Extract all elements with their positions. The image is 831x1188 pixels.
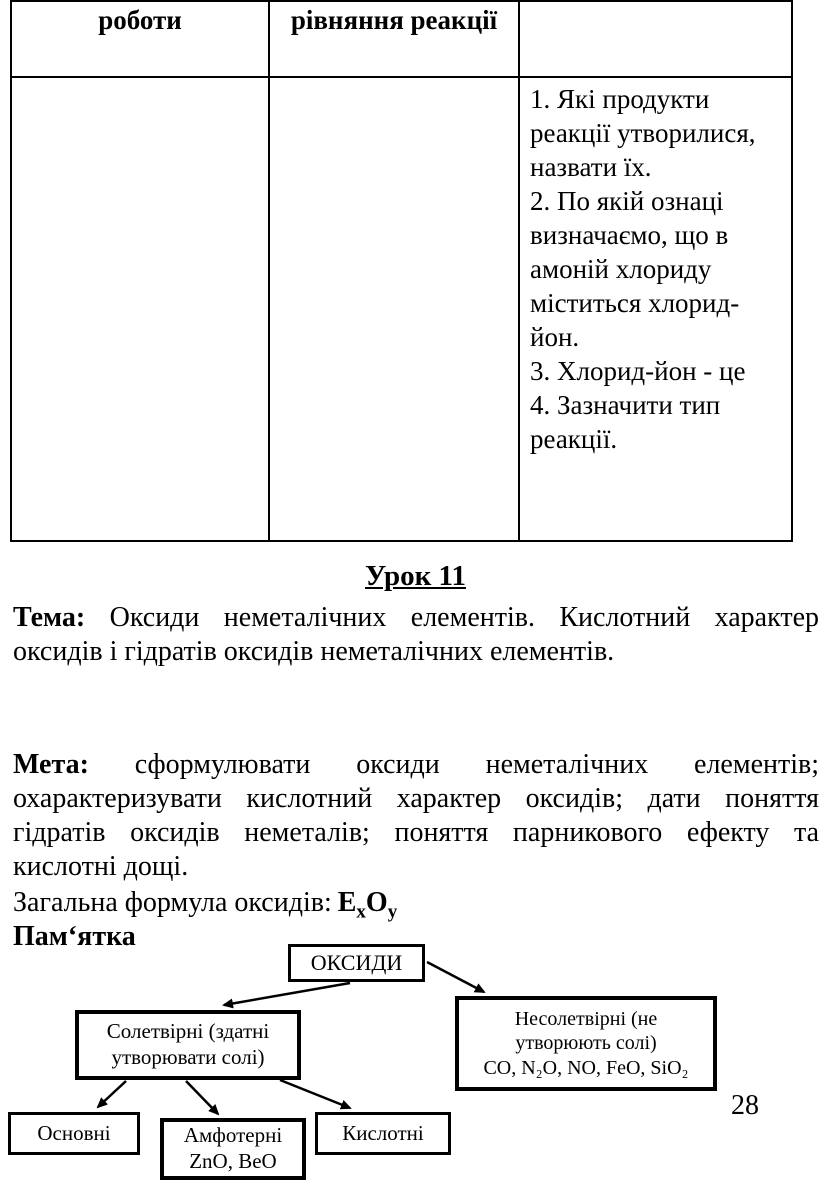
arrow-salt-to-acidic bbox=[280, 1080, 350, 1108]
memo-label: Пам‘ятка bbox=[13, 921, 136, 952]
table-header-row bbox=[11, 1, 792, 77]
diagram-box-salt-forming: Солетвірні (здатні утворювати солі) bbox=[75, 1010, 301, 1080]
lesson-title bbox=[0, 560, 831, 593]
table-header-work: роботи bbox=[11, 1, 269, 77]
meta-text: сформулювати оксиди неметалічних елементів; охарактеризувати кислотний характер оксидів; дати поняття гідратів оксидів неметалів; поняття парникового ефекту та кислотні дощі. bbox=[13, 749, 819, 882]
worksheet-table bbox=[10, 0, 793, 542]
table-body-row bbox=[11, 77, 792, 541]
tema-paragraph bbox=[13, 601, 819, 669]
arrow-oxides-to-salt bbox=[224, 983, 350, 1005]
diagram-box-non-salt-forming: Несолетвірні (не утворюють солі) CO, N₂O, NO, FeO, SiO₂ bbox=[455, 996, 717, 1091]
diagram-box-basic: Основні bbox=[8, 1112, 140, 1155]
diagram-box-amphoteric: Амфотерні ZnO, BeO bbox=[160, 1118, 306, 1180]
tema-label: Тема: bbox=[13, 602, 86, 633]
table-cell-questions: 1. Які продукти реакції утворилися, назвати їх. 2. По якій ознаці визначаємо, що в амоній хлориду міститься хлорид-йон. 3. Хлорид-йон - це 4. Зазначити тип реакції. bbox=[519, 77, 792, 541]
formula-subscript-x: x bbox=[356, 901, 366, 923]
formula-element: E bbox=[337, 887, 357, 918]
tema-text: Оксиди неметалічних елементів. Кислотний характер оксидів і гідратів оксидів неметалічних елементів. bbox=[13, 602, 820, 667]
lesson-title-text: Урок 11 bbox=[365, 560, 466, 592]
table-header-equation: рівняння реакції bbox=[269, 1, 519, 77]
page-number: 28 bbox=[731, 1090, 759, 1121]
arrow-salt-to-basic bbox=[98, 1081, 126, 1107]
diagram-box-oxides: ОКСИДИ bbox=[288, 944, 425, 982]
meta-paragraph bbox=[13, 748, 819, 884]
oxide-general-formula bbox=[337, 887, 398, 923]
formula-oxygen: O bbox=[365, 887, 388, 918]
arrow-oxides-to-nonsalt bbox=[427, 962, 484, 992]
diagram-box-acidic: Кислотні bbox=[315, 1112, 451, 1155]
table-cell-work-empty bbox=[11, 77, 269, 541]
table-cell-equation-empty bbox=[269, 77, 519, 541]
formula-label: Загальна формула оксидів: bbox=[13, 887, 332, 918]
arrow-salt-to-amphoteric bbox=[186, 1081, 218, 1114]
table-header-empty bbox=[519, 1, 792, 77]
oxides-classification-diagram bbox=[0, 944, 831, 1188]
formula-subscript-y: y bbox=[387, 901, 398, 923]
meta-label: Мета: bbox=[13, 749, 89, 780]
